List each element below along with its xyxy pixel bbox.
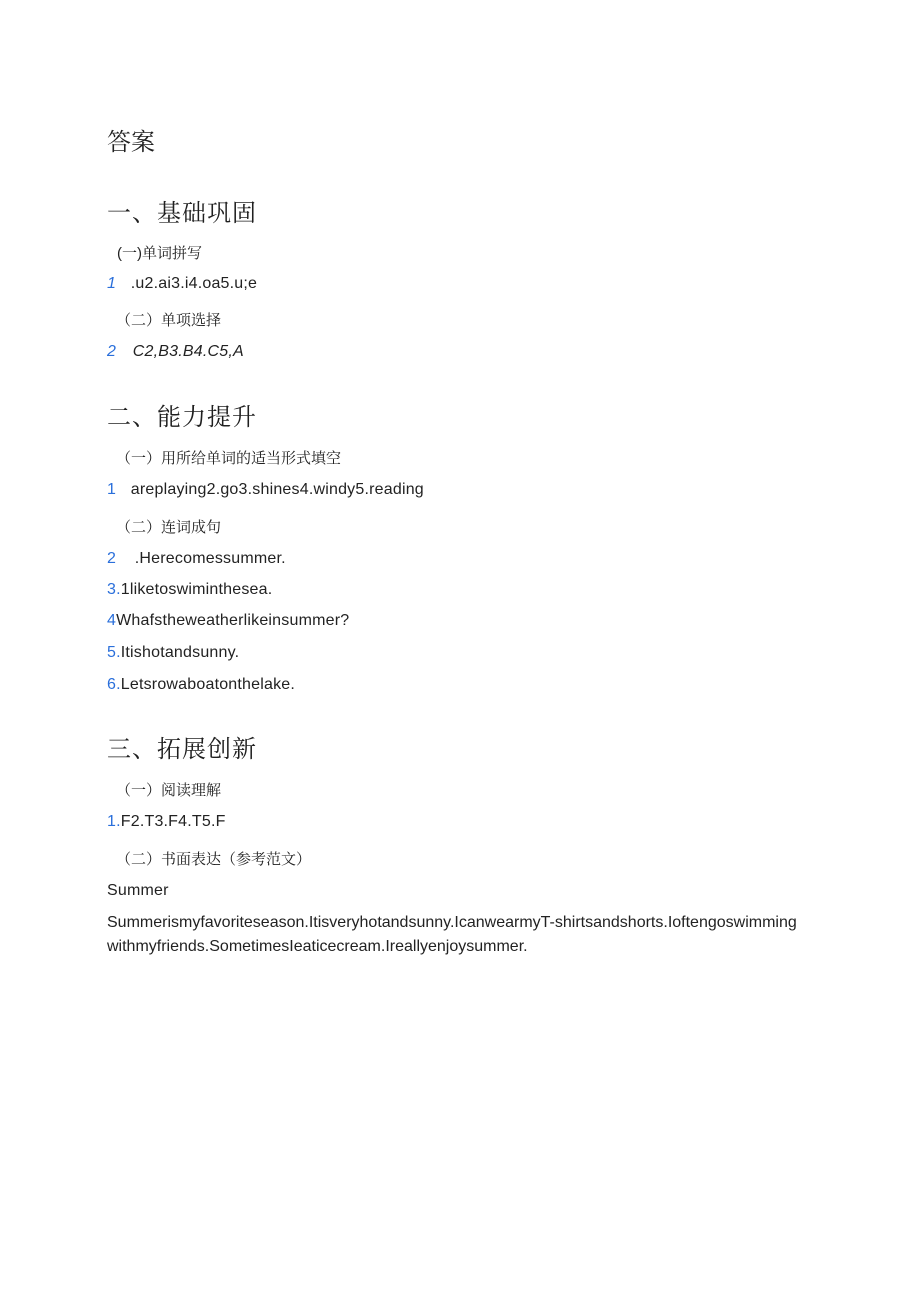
item-number: 1. [107,813,121,830]
item-number: 1 [107,481,117,498]
item-number: 5. [107,644,121,661]
essay-title: Summer [107,882,169,899]
item-text: .Herecomessummer. [134,550,286,567]
answer-line [107,343,244,361]
item-text: areplaying2.go3.shines4.windy5.reading [130,481,424,498]
list-item [107,612,349,630]
section-heading-2: 二、能力提升 [107,404,257,431]
item-text: Itishotandsunny. [120,644,240,661]
item-text: C2,B3.B4.C5,A [132,343,244,360]
subsection-1-1: (一)单词拼写 [117,245,202,262]
subsection-3-2: （二）书面表达（参考范文） [116,851,312,868]
answer-line [107,275,257,293]
list-item [107,676,295,694]
item-number: 6. [107,676,121,693]
item-text: F2.T3.F4.T5.F [120,813,226,830]
section-heading-3: 三、拓展创新 [107,736,257,763]
section-heading-1: 一、基础巩固 [107,200,257,227]
item-number: 4 [107,612,117,629]
item-number: 2 [107,550,117,567]
item-number: 2 [107,343,117,360]
item-text: Whafstheweatherlikeinsummer? [116,612,350,629]
item-text: 1liketoswiminthesea. [120,581,273,598]
essay-body: Summerismyfavoriteseason.Itisveryhotandsunny.IcanwearmyT-shirtsandshorts.Ioftengoswimmingwithmyfriends.SometimesIeaticecream.Ireallyenjoysummer. [107,914,797,955]
item-number: 1 [107,275,117,292]
item-text: .u2.ai3.i4.oa5.u;e [130,275,258,292]
subsection-1-2: （二）单项选择 [116,312,222,329]
list-item [107,581,272,599]
answer-line [107,481,424,499]
subsection-2-2: （二）连词成句 [116,519,222,536]
subsection-2-1: （一）用所给单词的适当形式填空 [116,450,342,467]
list-item [107,550,286,568]
item-number: 3. [107,581,121,598]
item-text: Letsrowaboatonthelake. [120,676,296,693]
subsection-3-1: （一）阅读理解 [116,782,222,799]
doc-title: 答案 [107,129,155,156]
answer-line [107,813,226,831]
list-item [107,644,239,662]
